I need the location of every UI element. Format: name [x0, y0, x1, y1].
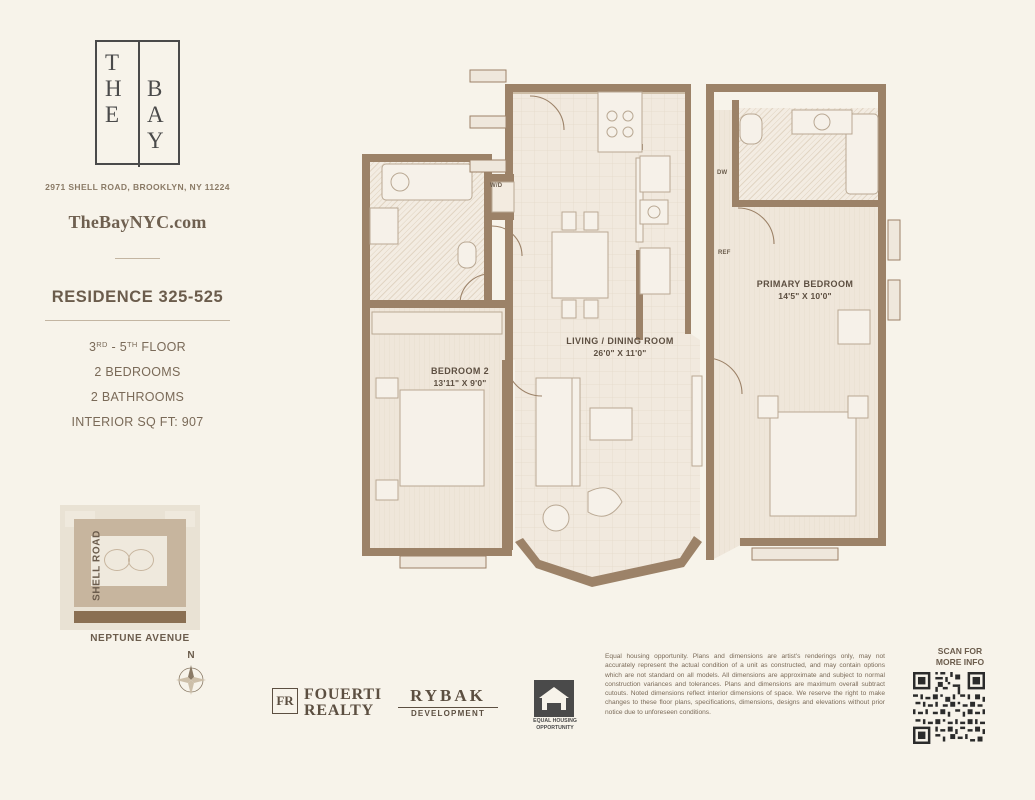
scan-label: SCAN FOR MORE INFO	[935, 646, 985, 667]
room-label-primary-bedroom: PRIMARY BEDROOM 14'5" X 10'0"	[756, 279, 854, 301]
fouerti-line-2: REALTY	[304, 702, 375, 719]
website-link[interactable]: TheBayNYC.com	[68, 212, 207, 232]
compass-north-label: N	[187, 650, 195, 661]
rybak-line-1: RYBAK	[410, 686, 486, 705]
keymap-oval-right	[128, 549, 154, 571]
fouerti-line-1: FOUERTI	[304, 686, 382, 703]
rybak-development-logo	[398, 686, 498, 722]
eho-text: EQUAL HOUSING OPPORTUNITY	[533, 718, 577, 731]
logo-text-bay: B A Y	[147, 76, 165, 153]
eho-icon	[534, 680, 574, 717]
info-sidebar	[0, 0, 300, 800]
divider-large	[45, 320, 230, 321]
spec-bathrooms: 2 BATHROOMS	[90, 390, 185, 404]
room-label-bedroom-2: BEDROOM 2 13'11" X 9'0"	[430, 366, 490, 388]
fouerti-badge: FR	[272, 688, 298, 714]
rybak-line-2: DEVELOPMENT	[410, 709, 486, 718]
fouerti-realty-logo	[272, 686, 387, 720]
site-key-map	[60, 505, 200, 644]
qr-code[interactable]	[913, 672, 985, 744]
residence-title: RESIDENCE 325-525	[51, 288, 224, 306]
compass-rose	[172, 650, 210, 700]
appliance-label-dw: DW	[717, 170, 728, 176]
disclaimer-text: Equal housing opportunity. Plans and dimensions are artist's renderings only, may not accurately represent the actual condition of a unit as constructed, and may contain options which are not standard on all models. All dimensions are approximate and subject to normal construction variances and tolerances. Plans and dimensions are maximum overall subtract cutouts. Noted dimensions reflect interior dimensions of space. We reserve the right to make changes to these floor plans, specifications, dimensions, designs and elevations without prior notice due to unforeseen conditions.	[605, 653, 885, 716]
compass-icon	[172, 661, 210, 699]
label-shell-road: SHELL ROAD	[91, 530, 103, 601]
address-text: 2971 SHELL ROAD, BROOKLYN, NY 11224	[45, 182, 230, 192]
equal-housing-opportunity-logo	[520, 680, 590, 732]
rybak-divider	[398, 707, 498, 708]
appliance-label-ref: REF	[718, 250, 731, 256]
house-icon	[534, 680, 574, 717]
the-bay-logo	[95, 40, 180, 165]
divider-small	[115, 258, 160, 259]
spec-floor: 3RD - 5TH FLOOR	[89, 340, 186, 354]
room-label-living-dining: LIVING / DINING ROOM 26'0" X 11'0"	[566, 336, 674, 358]
spec-bedrooms: 2 BEDROOMS	[94, 365, 181, 379]
spec-interior-sqft: INTERIOR SQ FT: 907	[71, 415, 204, 429]
appliance-label-wd: W/D	[490, 183, 503, 189]
keymap-oval-left	[104, 549, 130, 571]
floor-plan-drawing	[340, 60, 920, 605]
floor-plan-svg	[340, 60, 920, 605]
logo-text-the: T H E	[105, 50, 123, 127]
label-neptune-avenue: NEPTUNE AVENUE	[90, 633, 190, 644]
